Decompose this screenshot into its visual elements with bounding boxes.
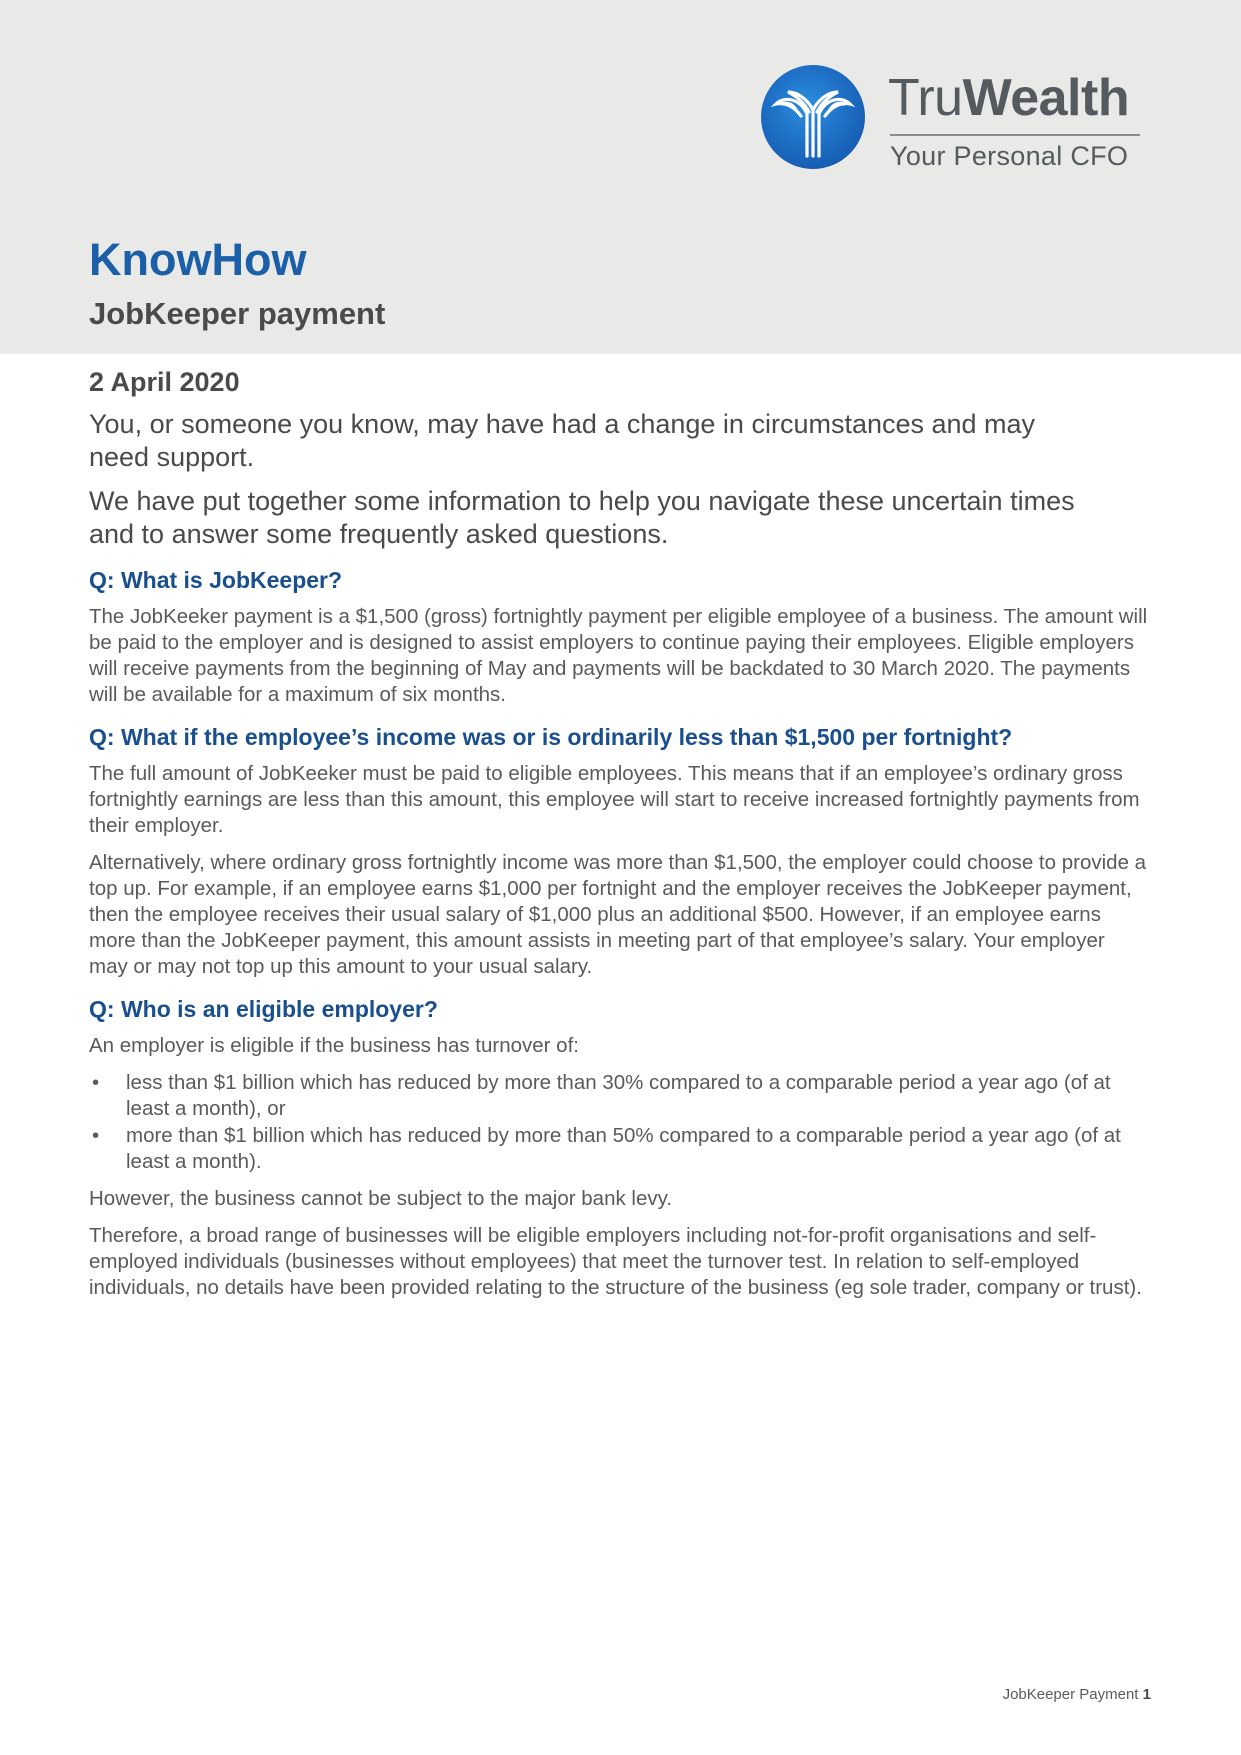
faq-section-income-less-than [89,722,1149,980]
eligibility-list-item [89,1070,1149,1122]
faq-answer-paragraph: However, the business cannot be subject to the major bank levy. [89,1187,673,1210]
faq-section-eligible-employer [89,994,1149,1301]
logo-divider [890,134,1140,136]
truwealth-emblem-icon [760,64,866,170]
truwealth-logo [760,64,1150,174]
faq-answer-paragraph: Therefore, a broad range of businesses will be eligible employers including not-for-profit organisations and self-employed individuals (businesses without employees) that meet the turnover test. In relation to self-employed individuals, no details have been provided relating to the structure of the business (eg sole trader, company or trust). [89,1224,1142,1299]
document-body [89,364,1149,1312]
faq-question: Q: What is JobKeeper? [89,567,343,593]
brand-name [888,70,1129,126]
eligibility-list [89,1070,1149,1175]
faq-answer-paragraph: The full amount of JobKeeker must be paid to eligible employees. This means that if an employee’s ordinary gross fortnightly earnings are less than this amount, this employee will start to receive increased fortnightly payments from their employer. [89,762,1140,837]
bullet-icon: • [92,1071,100,1094]
page-title: KnowHow [89,234,307,285]
page-number: 1 [1142,1686,1151,1703]
footer-label: JobKeeper Payment [1002,1686,1139,1703]
brand-name-bold: Wealth [962,69,1130,127]
brand-name-light: Tru [888,69,963,127]
faq-answer-paragraph: Alternatively, where ordinary gross fortnightly income was more than $1,500, the employer could choose to provide a top up. For example, if an employee earns $1,000 per fortnight and the employer receives the JobKeeper payment, then the employee receives their usual salary of $1,000 plus an additional $500. However, if an employee earns more than the JobKeeper payment, this amount assists in meeting part of that employee’s salary. Your employer may or may not top up this amount to your usual salary. [89,851,1147,978]
faq-question: Q: Who is an eligible employer? [89,996,438,1022]
faq-answer-paragraph: The JobKeeker payment is a $1,500 (gross) fortnightly payment per eligible employee of a business. The amount will be paid to the employer and is designed to assist employers to continue paying their employees. Eligible employers will receive payments from the beginning of May and payments will be backdated to 30 March 2020. The payments will be available for a maximum of six months. [89,605,1148,706]
intro-paragraph: You, or someone you know, may have had a change in circumstances and may need support. [89,409,1036,472]
faq-section-what-is-jobkeeper [89,565,1149,708]
faq-question: Q: What if the employee’s income was or is ordinarily less than $1,500 per fortnight? [89,724,1013,750]
eligibility-item-text: less than $1 billion which has reduced by more than 30% compared to a comparable period a year ago (of at least a month), or [126,1071,1111,1120]
brand-tagline: Your Personal CFO [890,141,1129,171]
eligibility-item-text: more than $1 billion which has reduced by more than 50% compared to a comparable period a year ago (of at least a month). [126,1124,1121,1173]
page-footer [1003,1685,1151,1705]
bullet-icon: • [92,1124,100,1147]
eligibility-list-item [89,1123,1149,1175]
intro-paragraph: We have put together some information to help you navigate these uncertain times and to answer some frequently asked questions. [89,486,1075,549]
document-date: 2 April 2020 [89,367,240,397]
page-subtitle: JobKeeper payment [89,296,386,331]
faq-answer-paragraph: An employer is eligible if the business has turnover of: [89,1034,579,1057]
